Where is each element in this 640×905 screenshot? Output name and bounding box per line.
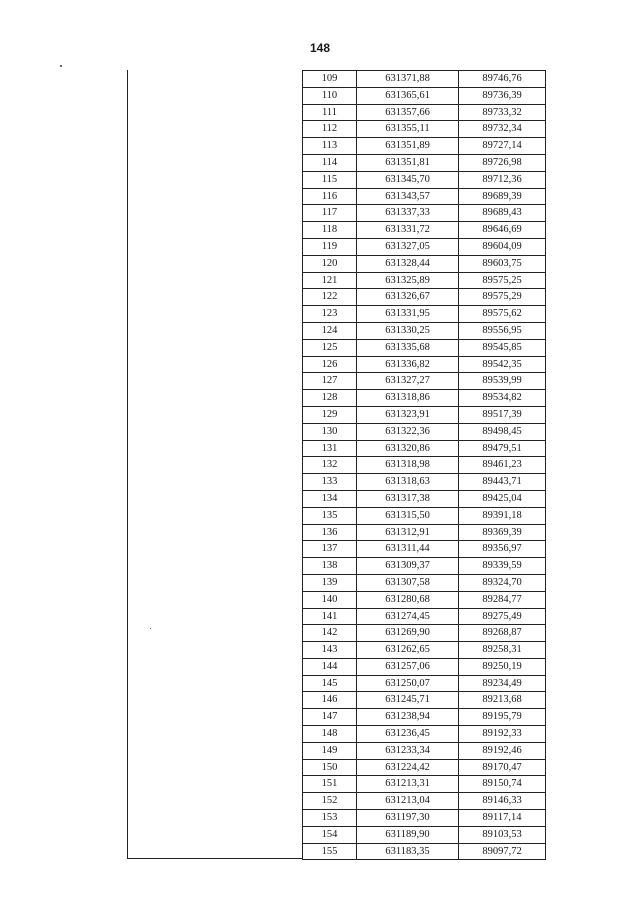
y-coordinate-cell: 89727,14 — [459, 138, 546, 155]
x-coordinate-cell: 631233,34 — [357, 742, 459, 759]
x-coordinate-cell: 631331,95 — [357, 306, 459, 323]
table-row — [303, 474, 546, 491]
y-coordinate-cell: 89733,32 — [459, 104, 546, 121]
x-coordinate-cell: 631327,05 — [357, 238, 459, 255]
table-row — [303, 759, 546, 776]
point-number-cell: 141 — [303, 608, 357, 625]
point-number-cell: 122 — [303, 289, 357, 306]
y-coordinate-cell: 89556,95 — [459, 322, 546, 339]
x-coordinate-cell: 631197,30 — [357, 810, 459, 827]
x-coordinate-cell: 631262,65 — [357, 642, 459, 659]
table-row — [303, 406, 546, 423]
scan-speck — [60, 65, 62, 67]
x-coordinate-cell: 631318,98 — [357, 457, 459, 474]
table-row — [303, 322, 546, 339]
x-coordinate-cell: 631337,33 — [357, 205, 459, 222]
x-coordinate-cell: 631236,45 — [357, 726, 459, 743]
table-row — [303, 776, 546, 793]
coordinates-table — [302, 70, 546, 860]
page-number: 148 — [309, 41, 331, 55]
y-coordinate-cell: 89258,31 — [459, 642, 546, 659]
table-row — [303, 87, 546, 104]
table-row — [303, 742, 546, 759]
x-coordinate-cell: 631351,81 — [357, 154, 459, 171]
table-row — [303, 826, 546, 843]
table-row — [303, 222, 546, 239]
x-coordinate-cell: 631318,86 — [357, 390, 459, 407]
table-row — [303, 658, 546, 675]
y-coordinate-cell: 89542,35 — [459, 356, 546, 373]
y-coordinate-cell: 89192,33 — [459, 726, 546, 743]
point-number-cell: 143 — [303, 642, 357, 659]
point-number-cell: 136 — [303, 524, 357, 541]
table-row — [303, 356, 546, 373]
x-coordinate-cell: 631326,67 — [357, 289, 459, 306]
x-coordinate-cell: 631327,27 — [357, 373, 459, 390]
y-coordinate-cell: 89097,72 — [459, 843, 546, 860]
point-number-cell: 129 — [303, 406, 357, 423]
left-blank-column — [127, 70, 303, 859]
x-coordinate-cell: 631280,68 — [357, 591, 459, 608]
x-coordinate-cell: 631311,44 — [357, 541, 459, 558]
y-coordinate-cell: 89234,49 — [459, 675, 546, 692]
table-row — [303, 541, 546, 558]
y-coordinate-cell: 89146,33 — [459, 793, 546, 810]
x-coordinate-cell: 631335,68 — [357, 339, 459, 356]
table-row — [303, 457, 546, 474]
y-coordinate-cell: 89268,87 — [459, 625, 546, 642]
x-coordinate-cell: 631351,89 — [357, 138, 459, 155]
table-row — [303, 558, 546, 575]
table-row — [303, 373, 546, 390]
point-number-cell: 152 — [303, 793, 357, 810]
point-number-cell: 153 — [303, 810, 357, 827]
x-coordinate-cell: 631336,82 — [357, 356, 459, 373]
y-coordinate-cell: 89604,09 — [459, 238, 546, 255]
x-coordinate-cell: 631345,70 — [357, 171, 459, 188]
x-coordinate-cell: 631274,45 — [357, 608, 459, 625]
y-coordinate-cell: 89250,19 — [459, 658, 546, 675]
table-row — [303, 591, 546, 608]
y-coordinate-cell: 89213,68 — [459, 692, 546, 709]
table-row — [303, 810, 546, 827]
table-row — [303, 205, 546, 222]
y-coordinate-cell: 89689,39 — [459, 188, 546, 205]
point-number-cell: 124 — [303, 322, 357, 339]
x-coordinate-cell: 631330,25 — [357, 322, 459, 339]
x-coordinate-cell: 631325,89 — [357, 272, 459, 289]
point-number-cell: 146 — [303, 692, 357, 709]
x-coordinate-cell: 631309,37 — [357, 558, 459, 575]
y-coordinate-cell: 89732,34 — [459, 121, 546, 138]
point-number-cell: 154 — [303, 826, 357, 843]
table-row — [303, 339, 546, 356]
y-coordinate-cell: 89575,62 — [459, 306, 546, 323]
x-coordinate-cell: 631323,91 — [357, 406, 459, 423]
table-row — [303, 154, 546, 171]
table-row — [303, 675, 546, 692]
point-number-cell: 125 — [303, 339, 357, 356]
y-coordinate-cell: 89726,98 — [459, 154, 546, 171]
table-row — [303, 726, 546, 743]
y-coordinate-cell: 89575,25 — [459, 272, 546, 289]
point-number-cell: 149 — [303, 742, 357, 759]
point-number-cell: 123 — [303, 306, 357, 323]
x-coordinate-cell: 631328,44 — [357, 255, 459, 272]
x-coordinate-cell: 631371,88 — [357, 71, 459, 88]
point-number-cell: 131 — [303, 440, 357, 457]
point-number-cell: 120 — [303, 255, 357, 272]
table-row — [303, 440, 546, 457]
coordinates-table-body — [303, 71, 546, 860]
x-coordinate-cell: 631224,42 — [357, 759, 459, 776]
point-number-cell: 111 — [303, 104, 357, 121]
point-number-cell: 117 — [303, 205, 357, 222]
table-row — [303, 524, 546, 541]
y-coordinate-cell: 89539,99 — [459, 373, 546, 390]
point-number-cell: 140 — [303, 591, 357, 608]
point-number-cell: 114 — [303, 154, 357, 171]
table-row — [303, 608, 546, 625]
point-number-cell: 133 — [303, 474, 357, 491]
point-number-cell: 134 — [303, 490, 357, 507]
x-coordinate-cell: 631318,63 — [357, 474, 459, 491]
point-number-cell: 138 — [303, 558, 357, 575]
y-coordinate-cell: 89646,69 — [459, 222, 546, 239]
y-coordinate-cell: 89339,59 — [459, 558, 546, 575]
point-number-cell: 110 — [303, 87, 357, 104]
point-number-cell: 126 — [303, 356, 357, 373]
y-coordinate-cell: 89103,53 — [459, 826, 546, 843]
table-row — [303, 289, 546, 306]
point-number-cell: 151 — [303, 776, 357, 793]
table-row — [303, 238, 546, 255]
point-number-cell: 115 — [303, 171, 357, 188]
table-row — [303, 843, 546, 860]
point-number-cell: 132 — [303, 457, 357, 474]
table-row — [303, 574, 546, 591]
table-row — [303, 709, 546, 726]
point-number-cell: 139 — [303, 574, 357, 591]
y-coordinate-cell: 89498,45 — [459, 423, 546, 440]
x-coordinate-cell: 631355,11 — [357, 121, 459, 138]
y-coordinate-cell: 89284,77 — [459, 591, 546, 608]
table-row — [303, 507, 546, 524]
x-coordinate-cell: 631213,04 — [357, 793, 459, 810]
x-coordinate-cell: 631331,72 — [357, 222, 459, 239]
table-row — [303, 272, 546, 289]
y-coordinate-cell: 89324,70 — [459, 574, 546, 591]
point-number-cell: 148 — [303, 726, 357, 743]
y-coordinate-cell: 89736,39 — [459, 87, 546, 104]
table-row — [303, 255, 546, 272]
x-coordinate-cell: 631189,90 — [357, 826, 459, 843]
y-coordinate-cell: 89369,39 — [459, 524, 546, 541]
point-number-cell: 130 — [303, 423, 357, 440]
x-coordinate-cell: 631357,66 — [357, 104, 459, 121]
y-coordinate-cell: 89603,75 — [459, 255, 546, 272]
y-coordinate-cell: 89689,43 — [459, 205, 546, 222]
table-row — [303, 793, 546, 810]
table-row — [303, 692, 546, 709]
y-coordinate-cell: 89192,46 — [459, 742, 546, 759]
point-number-cell: 119 — [303, 238, 357, 255]
table-row — [303, 121, 546, 138]
x-coordinate-cell: 631250,07 — [357, 675, 459, 692]
x-coordinate-cell: 631317,38 — [357, 490, 459, 507]
point-number-cell: 127 — [303, 373, 357, 390]
y-coordinate-cell: 89356,97 — [459, 541, 546, 558]
point-number-cell: 109 — [303, 71, 357, 88]
y-coordinate-cell: 89150,74 — [459, 776, 546, 793]
y-coordinate-cell: 89479,51 — [459, 440, 546, 457]
x-coordinate-cell: 631213,31 — [357, 776, 459, 793]
table-row — [303, 390, 546, 407]
point-number-cell: 150 — [303, 759, 357, 776]
x-coordinate-cell: 631365,61 — [357, 87, 459, 104]
point-number-cell: 116 — [303, 188, 357, 205]
x-coordinate-cell: 631245,71 — [357, 692, 459, 709]
point-number-cell: 135 — [303, 507, 357, 524]
x-coordinate-cell: 631238,94 — [357, 709, 459, 726]
table-row — [303, 138, 546, 155]
x-coordinate-cell: 631257,06 — [357, 658, 459, 675]
y-coordinate-cell: 89391,18 — [459, 507, 546, 524]
point-number-cell: 155 — [303, 843, 357, 860]
x-coordinate-cell: 631320,86 — [357, 440, 459, 457]
point-number-cell: 113 — [303, 138, 357, 155]
x-coordinate-cell: 631307,58 — [357, 574, 459, 591]
table-row — [303, 71, 546, 88]
y-coordinate-cell: 89545,85 — [459, 339, 546, 356]
y-coordinate-cell: 89275,49 — [459, 608, 546, 625]
x-coordinate-cell: 631343,57 — [357, 188, 459, 205]
y-coordinate-cell: 89170,47 — [459, 759, 546, 776]
y-coordinate-cell: 89443,71 — [459, 474, 546, 491]
y-coordinate-cell: 89746,76 — [459, 71, 546, 88]
point-number-cell: 147 — [303, 709, 357, 726]
y-coordinate-cell: 89534,82 — [459, 390, 546, 407]
x-coordinate-cell: 631312,91 — [357, 524, 459, 541]
point-number-cell: 144 — [303, 658, 357, 675]
table-row — [303, 642, 546, 659]
point-number-cell: 121 — [303, 272, 357, 289]
table-row — [303, 104, 546, 121]
table-row — [303, 306, 546, 323]
y-coordinate-cell: 89195,79 — [459, 709, 546, 726]
point-number-cell: 118 — [303, 222, 357, 239]
y-coordinate-cell: 89425,04 — [459, 490, 546, 507]
x-coordinate-cell: 631322,36 — [357, 423, 459, 440]
table-row — [303, 625, 546, 642]
table-row — [303, 490, 546, 507]
y-coordinate-cell: 89712,36 — [459, 171, 546, 188]
x-coordinate-cell: 631315,50 — [357, 507, 459, 524]
table-row — [303, 171, 546, 188]
point-number-cell: 128 — [303, 390, 357, 407]
table-row — [303, 188, 546, 205]
y-coordinate-cell: 89461,23 — [459, 457, 546, 474]
table-row — [303, 423, 546, 440]
x-coordinate-cell: 631269,90 — [357, 625, 459, 642]
x-coordinate-cell: 631183,35 — [357, 843, 459, 860]
point-number-cell: 145 — [303, 675, 357, 692]
point-number-cell: 137 — [303, 541, 357, 558]
y-coordinate-cell: 89575,29 — [459, 289, 546, 306]
point-number-cell: 112 — [303, 121, 357, 138]
y-coordinate-cell: 89117,14 — [459, 810, 546, 827]
point-number-cell: 142 — [303, 625, 357, 642]
y-coordinate-cell: 89517,39 — [459, 406, 546, 423]
